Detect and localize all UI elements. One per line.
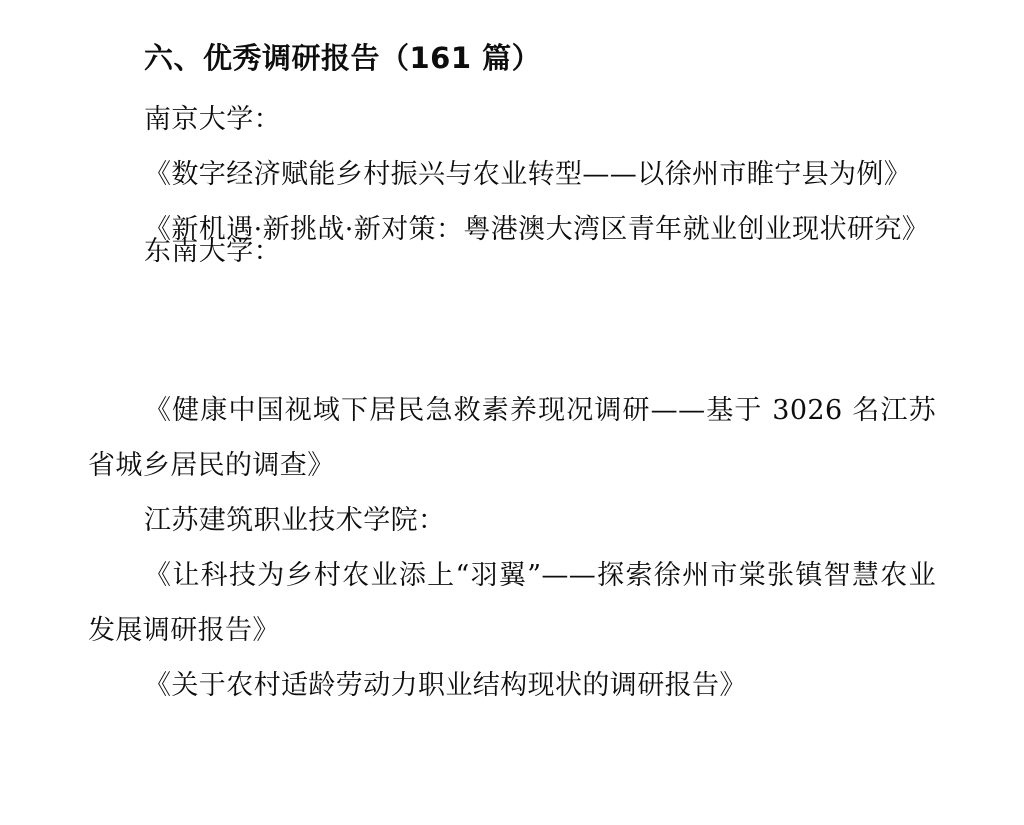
- institution-nanjing-university: 南京大学：: [144, 104, 281, 135]
- institution-jiangsu-vocational-institute-of-architectural-technology: 江苏建筑职业技术学院：: [144, 505, 446, 536]
- report-title-5: 《关于农村适龄劳动力职业结构现状的调研报告》: [144, 670, 747, 701]
- institution-southeast-university: 东南大学：: [144, 236, 281, 267]
- section-heading: 六、优秀调研报告（161 篇）: [144, 41, 542, 75]
- report-title-2: 《新机遇·新挑战·新对策：粤港澳大湾区青年就业创业现状研究》: [144, 214, 930, 245]
- page-gap: [88, 279, 948, 383]
- report-title-4: 《让科技为乡村农业添上“羽翼”——探索徐州市棠张镇智慧农业发展调研报告》: [88, 560, 936, 646]
- document-body: [88, 30, 948, 713]
- report-title-1: 《数字经济赋能乡村振兴与农业转型——以徐州市睢宁县为例》: [144, 159, 912, 190]
- report-title-3: 《健康中国视域下居民急救素养现况调研——基于 3026 名江苏省城乡居民的调查》: [88, 395, 936, 481]
- institution-southeast-university-clipped: [88, 236, 948, 279]
